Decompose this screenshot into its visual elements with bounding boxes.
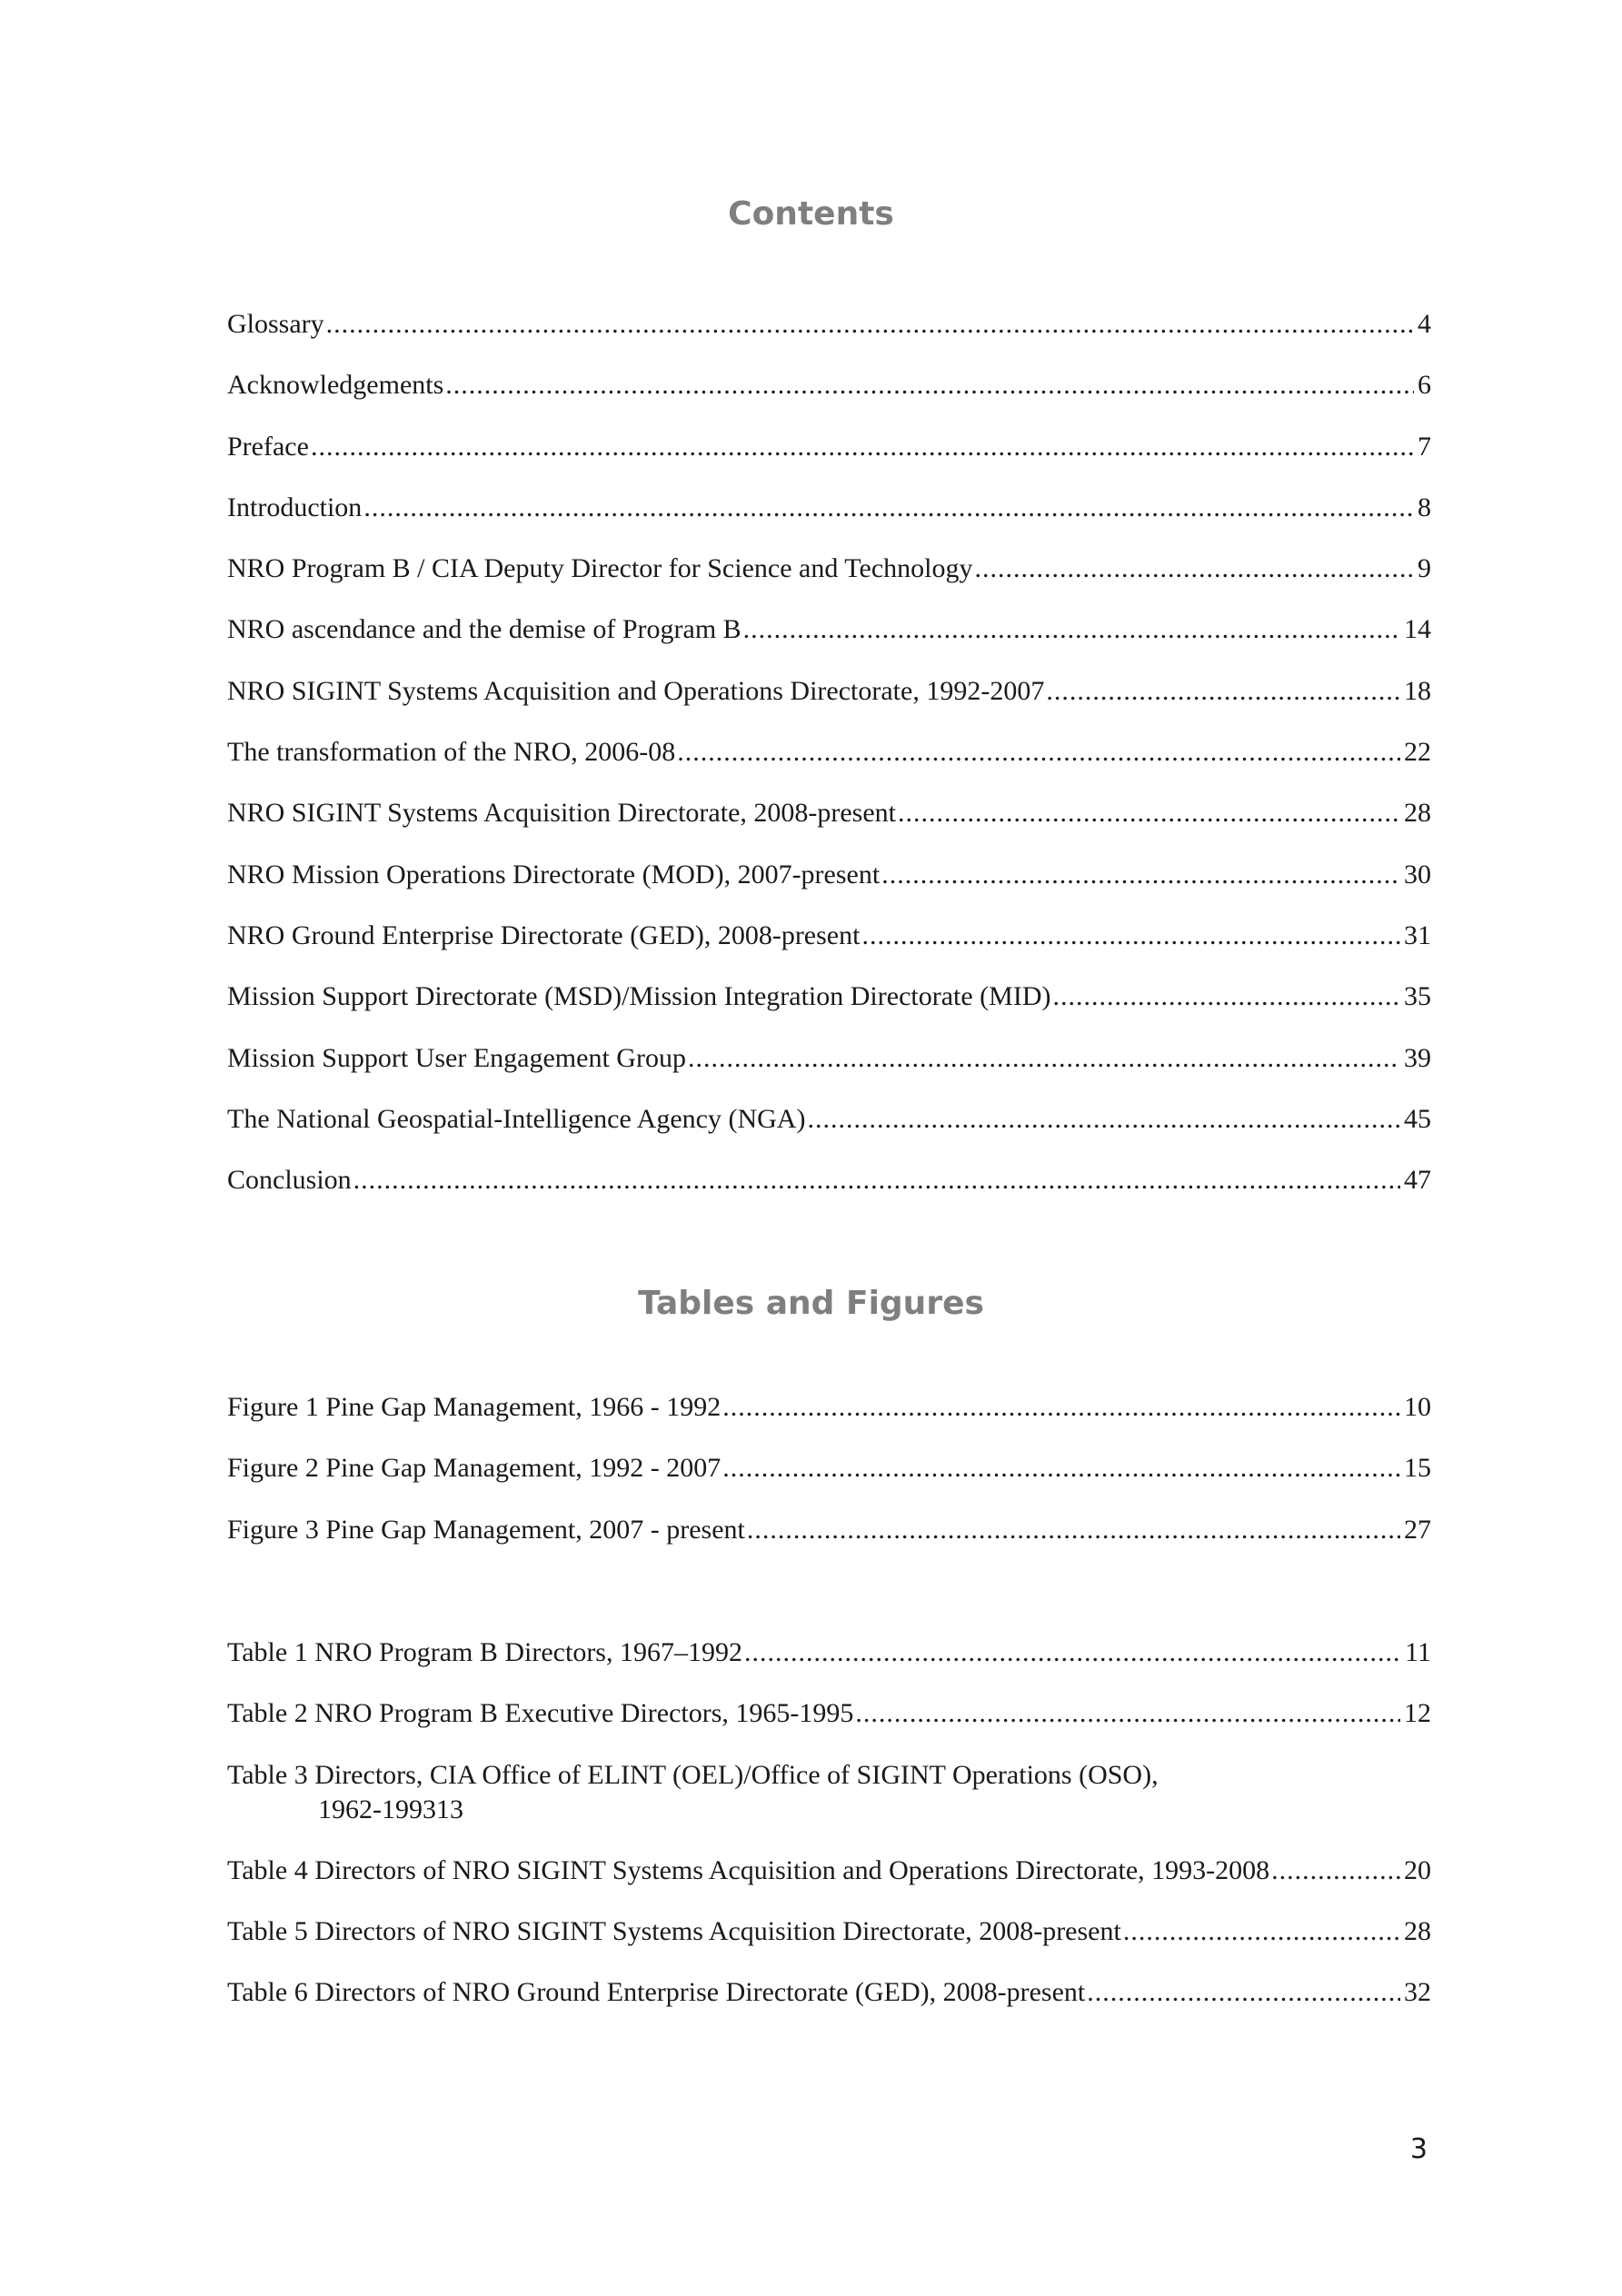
dot-leader: [861, 919, 1400, 953]
toc-entry-label: Introduction: [227, 492, 363, 522]
tables-and-figures-heading: Tables and Figures: [638, 1285, 984, 1322]
toc-entry-label: NRO Mission Operations Directorate (MOD), 2007-present: [227, 859, 881, 890]
toc-entry-label: NRO SIGINT Systems Acquisition and Operations Directorate, 1992-2007: [227, 675, 1045, 706]
toc-entry-sigint-acq[interactable]: [227, 796, 1431, 830]
figures-list: [227, 1390, 1431, 1574]
toc-entry-label: NRO Ground Enterprise Directorate (GED), 2008-present: [227, 919, 861, 950]
table-entry-4[interactable]: [227, 1854, 1431, 1888]
dot-leader: [445, 368, 1414, 403]
table-entry-1[interactable]: [227, 1635, 1431, 1670]
dot-leader: [855, 1696, 1400, 1731]
toc-entry-transformation[interactable]: [227, 735, 1431, 770]
figure-entry-label: Figure 3 Pine Gap Management, 2007 - present: [227, 1514, 745, 1545]
table-entry-label: Table 3 Directors, CIA Office of ELINT (OEL)/Office of SIGINT Operations (OSO),: [227, 1759, 1159, 1790]
toc-entry-page: 47: [1404, 1165, 1431, 1196]
table-entry-page: 12: [1404, 1698, 1431, 1729]
toc-entry-page: 31: [1404, 919, 1431, 950]
toc-entry-user-engagement[interactable]: [227, 1041, 1431, 1076]
toc-entry-page: 6: [1418, 370, 1431, 401]
table-entry-5[interactable]: [227, 1914, 1431, 1949]
page-number: 3: [1409, 2133, 1428, 2165]
table-entry-page: 11: [1405, 1637, 1431, 1667]
table-entry-label: Table 4 Directors of NRO SIGINT Systems Acquisition and Operations Directorate, 1993-2008: [227, 1854, 1270, 1885]
toc-entry-page: 9: [1418, 553, 1431, 584]
dot-leader: [744, 1635, 1401, 1670]
table-entry-2[interactable]: [227, 1696, 1431, 1731]
toc-entry-page: 4: [1418, 309, 1431, 339]
figure-entry-label: Figure 1 Pine Gap Management, 1966 - 1992: [227, 1392, 721, 1422]
contents-heading: Contents: [728, 195, 894, 233]
toc-entry-page: 18: [1404, 675, 1431, 706]
toc-entry-label: NRO SIGINT Systems Acquisition Directorate, 2008-present: [227, 798, 897, 829]
table-entry-label: Table 2 NRO Program B Executive Directors, 1965-1995: [227, 1698, 854, 1729]
toc-entry-label: NRO ascendance and the demise of Program B: [227, 614, 741, 645]
dot-leader: [677, 735, 1400, 770]
toc-entry-page: 22: [1404, 737, 1431, 768]
table-entry-6[interactable]: [227, 1975, 1431, 2010]
dot-leader: [722, 1451, 1400, 1486]
dot-leader: [1087, 1975, 1400, 2010]
toc-entry-page: 39: [1404, 1042, 1431, 1073]
toc-entry-label: The transformation of the NRO, 2006-08: [227, 737, 676, 768]
figure-entry-page: 15: [1404, 1453, 1431, 1484]
toc-entry-conclusion[interactable]: [227, 1163, 1431, 1198]
dot-leader: [722, 1390, 1400, 1425]
table-entry-label: Table 6 Directors of NRO Ground Enterprise Directorate (GED), 2008-present: [227, 1977, 1086, 2008]
dot-leader: [743, 612, 1400, 647]
toc-entry-program-b[interactable]: [227, 552, 1431, 586]
dot-leader: [1046, 674, 1400, 709]
toc-entry-label: Mission Support User Engagement Group: [227, 1042, 686, 1073]
toc-entry-page: 8: [1418, 492, 1431, 522]
dot-leader: [975, 552, 1414, 586]
toc-entry-label: The National Geospatial-Intelligence Agency (NGA): [227, 1103, 806, 1134]
figure-entry-1[interactable]: [227, 1390, 1431, 1425]
toc-entry-sigint-acq-ops[interactable]: [227, 674, 1431, 709]
figure-entry-page: 10: [1404, 1392, 1431, 1422]
table-entry-page: 13: [436, 1794, 463, 1824]
toc-entry-msd-mid[interactable]: [227, 979, 1431, 1014]
dot-leader: [1271, 1854, 1400, 1888]
toc-entry-preface[interactable]: [227, 430, 1431, 464]
toc-entry-acknowledgements[interactable]: [227, 368, 1431, 403]
toc-entry-nro-ascendance[interactable]: [227, 612, 1431, 647]
dot-leader: [807, 1102, 1400, 1137]
toc-entry-label: Acknowledgements: [227, 370, 444, 401]
figure-entry-3[interactable]: [227, 1513, 1431, 1547]
dot-leader: [881, 858, 1400, 892]
toc-entry-page: 30: [1404, 859, 1431, 890]
toc-entry-page: 7: [1418, 431, 1431, 462]
toc-entry-page: 14: [1404, 614, 1431, 645]
figure-entry-2[interactable]: [227, 1451, 1431, 1486]
tables-list: [227, 1635, 1431, 2037]
table-entry-page: 28: [1404, 1916, 1431, 1947]
table-entry-page: 20: [1404, 1854, 1431, 1885]
dot-leader: [363, 491, 1414, 525]
toc-entry-page: 45: [1404, 1103, 1431, 1134]
dot-leader: [898, 796, 1400, 830]
toc-entry-mod[interactable]: [227, 858, 1431, 892]
toc-entry-label: Glossary: [227, 309, 324, 339]
toc-entry-ged[interactable]: [227, 919, 1431, 953]
dot-leader: [353, 1163, 1400, 1198]
figure-entry-page: 27: [1404, 1514, 1431, 1545]
dot-leader: [1123, 1914, 1400, 1949]
toc-entry-introduction[interactable]: [227, 491, 1431, 525]
dot-leader: [747, 1513, 1400, 1547]
dot-leader: [326, 307, 1414, 342]
toc-entry-glossary[interactable]: [227, 307, 1431, 342]
table-entry-label: Table 1 NRO Program B Directors, 1967–1992: [227, 1637, 742, 1667]
toc-entry-nga[interactable]: [227, 1102, 1431, 1137]
table-entry-label-continued: 1962-1993: [318, 1794, 436, 1824]
dot-leader: [311, 430, 1414, 464]
dot-leader: [1053, 979, 1401, 1014]
table-entry-label: Table 5 Directors of NRO SIGINT Systems Acquisition Directorate, 2008-present: [227, 1916, 1121, 1947]
figure-entry-label: Figure 2 Pine Gap Management, 1992 - 2007: [227, 1453, 721, 1484]
toc-entry-label: Mission Support Directorate (MSD)/Mission Integration Directorate (MID): [227, 981, 1051, 1012]
toc-entry-page: 28: [1404, 798, 1431, 829]
table-entry-3[interactable]: [227, 1758, 1431, 1827]
toc-entry-page: 35: [1404, 981, 1431, 1012]
dot-leader: [688, 1041, 1400, 1076]
contents-list: [227, 307, 1431, 1224]
table-entry-page: 32: [1404, 1977, 1431, 2008]
toc-entry-label: Preface: [227, 431, 309, 462]
toc-entry-label: NRO Program B / CIA Deputy Director for Science and Technology: [227, 553, 973, 584]
toc-entry-label: Conclusion: [227, 1165, 352, 1196]
table-entry-continuation: [227, 1793, 1431, 1827]
